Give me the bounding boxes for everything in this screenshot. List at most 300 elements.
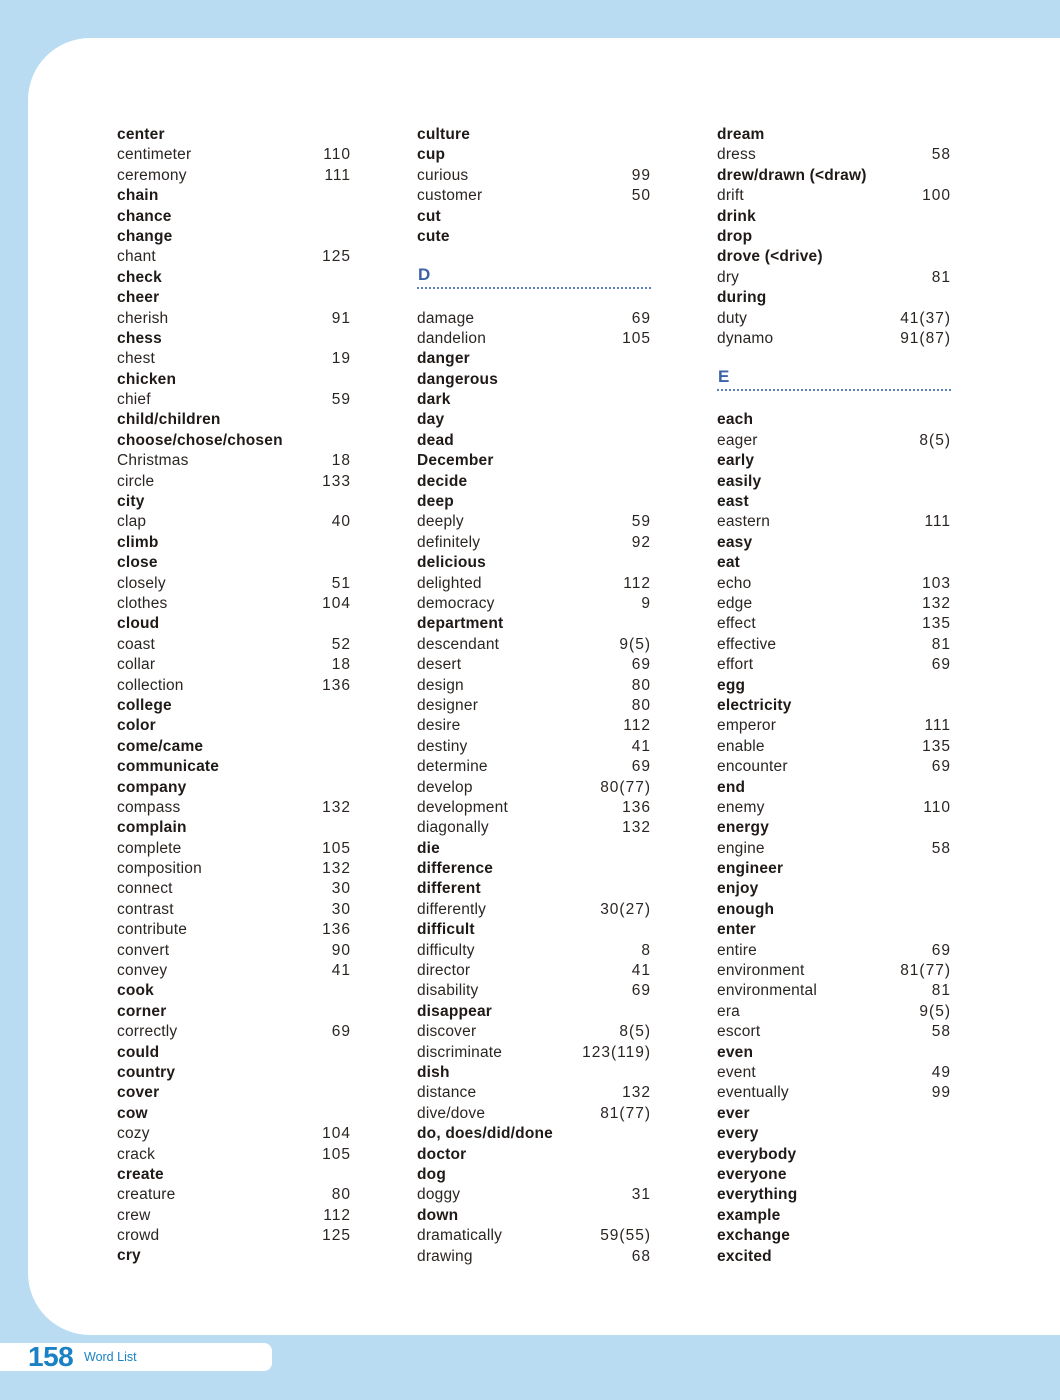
entry-word: center xyxy=(117,126,165,143)
entry-word: entire xyxy=(717,941,757,959)
entry-word: college xyxy=(117,696,172,714)
word-entry xyxy=(717,431,951,451)
entry-word: develop xyxy=(417,778,473,796)
section-letter: D xyxy=(418,265,431,285)
word-entry xyxy=(717,920,951,940)
word-entry xyxy=(417,1043,651,1063)
word-entry xyxy=(117,125,351,145)
entry-word: customer xyxy=(417,187,483,205)
word-entry xyxy=(717,737,951,757)
word-entry xyxy=(117,370,351,390)
entry-word: come/came xyxy=(117,737,204,755)
word-entry xyxy=(117,614,351,634)
entry-word: cheer xyxy=(117,289,160,307)
word-entry xyxy=(717,492,951,512)
word-entry xyxy=(417,594,651,614)
entry-word: doctor xyxy=(417,1145,467,1163)
entry-page-ref: 90 xyxy=(331,941,351,959)
entry-word: enter xyxy=(717,921,756,939)
word-entry xyxy=(417,614,651,634)
word-entry xyxy=(717,533,951,553)
word-entry xyxy=(417,186,651,206)
word-entry xyxy=(717,166,951,186)
word-entry xyxy=(117,676,351,696)
entry-page-ref: 112 xyxy=(623,717,651,735)
word-entry xyxy=(417,879,651,899)
word-entry xyxy=(417,166,651,186)
entry-word: early xyxy=(717,452,755,470)
entry-word: duty xyxy=(717,309,748,327)
entry-word: communicate xyxy=(117,758,220,776)
entry-page-ref: 105 xyxy=(622,329,651,347)
entry-word: closely xyxy=(117,574,166,592)
entry-page-ref: 112 xyxy=(323,1206,351,1224)
entry-word: drove (<drive) xyxy=(717,248,823,266)
entry-word: crack xyxy=(117,1145,156,1163)
word-entry xyxy=(417,1002,651,1022)
entry-word: end xyxy=(717,778,746,796)
entry-page-ref: 125 xyxy=(322,1227,351,1245)
entry-word: diagonally xyxy=(417,819,489,837)
entry-page-ref: 123(119) xyxy=(582,1043,651,1061)
entry-word: check xyxy=(117,268,162,286)
entry-word: crew xyxy=(117,1206,151,1224)
entry-page-ref: 68 xyxy=(631,1247,651,1265)
entry-word: difference xyxy=(417,860,494,878)
entry-word: cherish xyxy=(117,309,169,327)
entry-page-ref: 41 xyxy=(331,962,351,980)
word-entry xyxy=(417,533,651,553)
word-entry xyxy=(417,553,651,573)
word-entry xyxy=(417,309,651,329)
entry-word: culture xyxy=(417,126,471,143)
entry-word: clap xyxy=(117,513,147,531)
word-entry xyxy=(717,818,951,838)
entry-page-ref: 9 xyxy=(641,595,651,612)
entry-page-ref: 80(77) xyxy=(600,778,651,796)
entry-word: child/children xyxy=(117,411,221,429)
entry-word: eastern xyxy=(717,513,771,531)
word-entry xyxy=(117,879,351,899)
entry-word: drop xyxy=(717,227,753,245)
entry-word: each xyxy=(717,411,754,429)
entry-word: even xyxy=(717,1043,754,1061)
entry-page-ref: 91(87) xyxy=(900,329,951,347)
word-entry xyxy=(117,247,351,267)
entry-word: eager xyxy=(717,431,758,449)
word-list-column-1 xyxy=(117,125,351,1267)
word-entry xyxy=(417,696,651,716)
word-list-column-2 xyxy=(417,125,651,1267)
entry-word: chant xyxy=(117,248,156,266)
word-entry xyxy=(717,125,951,145)
word-entry xyxy=(117,574,351,594)
entry-page-ref: 81 xyxy=(931,268,951,286)
entry-page-ref: 125 xyxy=(322,248,351,266)
entry-page-ref: 111 xyxy=(324,166,351,184)
word-entry xyxy=(117,390,351,410)
entry-word: crowd xyxy=(117,1227,160,1245)
entry-page-ref: 8(5) xyxy=(619,1023,651,1041)
word-entry xyxy=(117,941,351,961)
word-entry xyxy=(417,635,651,655)
word-entry xyxy=(117,798,351,818)
word-entry xyxy=(417,207,651,227)
entry-word: cute xyxy=(417,227,450,245)
word-entry xyxy=(117,716,351,736)
entry-word: energy xyxy=(717,819,770,837)
word-entry xyxy=(717,1063,951,1083)
entry-word: delicious xyxy=(417,554,486,572)
entry-word: dream xyxy=(717,126,765,143)
word-entry xyxy=(117,553,351,573)
word-entry xyxy=(717,1165,951,1185)
entry-word: ever xyxy=(717,1104,750,1122)
entry-page-ref: 104 xyxy=(322,1125,351,1143)
entry-word: environment xyxy=(717,962,805,980)
entry-page-ref: 80 xyxy=(631,676,651,694)
entry-page-ref: 59 xyxy=(631,513,651,531)
entry-page-ref: 92 xyxy=(631,533,651,551)
word-entry xyxy=(417,1104,651,1124)
entry-page-ref: 81(77) xyxy=(600,1104,651,1122)
entry-page-ref: 69 xyxy=(331,1023,351,1041)
entry-page-ref: 132 xyxy=(622,1084,651,1102)
entry-word: doggy xyxy=(417,1186,461,1204)
entry-word: city xyxy=(117,493,145,511)
entry-word: deep xyxy=(417,493,454,511)
word-entry xyxy=(417,941,651,961)
footer-label: Word List xyxy=(84,1350,137,1364)
entry-word: close xyxy=(117,554,158,572)
word-entry xyxy=(717,839,951,859)
word-entry xyxy=(717,676,951,696)
entry-word: designer xyxy=(417,696,479,714)
entry-word: enemy xyxy=(717,798,765,816)
word-entry xyxy=(117,207,351,227)
entry-word: delighted xyxy=(417,574,482,592)
entry-page-ref: 91 xyxy=(331,309,351,327)
entry-word: chicken xyxy=(117,370,177,388)
entry-page-ref: 69 xyxy=(931,656,951,674)
entry-word: everybody xyxy=(717,1145,797,1163)
entry-word: danger xyxy=(417,350,470,368)
word-entry xyxy=(117,431,351,451)
section-header-d xyxy=(417,247,651,308)
entry-word: chief xyxy=(117,391,151,409)
entry-page-ref: 30 xyxy=(331,880,351,898)
word-entry xyxy=(117,451,351,471)
word-entry xyxy=(117,1002,351,1022)
entry-word: climb xyxy=(117,533,159,551)
entry-word: damage xyxy=(417,309,475,327)
word-entry xyxy=(417,716,651,736)
entry-word: choose/chose/chosen xyxy=(117,431,283,449)
entry-word: enjoy xyxy=(717,880,759,898)
word-entry xyxy=(117,309,351,329)
entry-word: determine xyxy=(417,758,488,776)
entry-word: create xyxy=(117,1165,164,1183)
entry-page-ref: 9(5) xyxy=(619,635,651,653)
entry-page-ref: 41 xyxy=(631,962,651,980)
entry-word: destiny xyxy=(417,737,468,755)
entry-word: collar xyxy=(117,656,156,674)
entry-word: cloud xyxy=(117,615,160,633)
word-entry xyxy=(117,288,351,308)
word-entry xyxy=(417,125,651,145)
word-entry xyxy=(717,696,951,716)
entry-page-ref: 30 xyxy=(331,900,351,918)
word-entry xyxy=(117,920,351,940)
word-entry xyxy=(117,778,351,798)
entry-word: cut xyxy=(417,207,441,225)
entry-word: Christmas xyxy=(117,452,189,470)
entry-word: environmental xyxy=(717,982,817,1000)
word-entry xyxy=(717,1124,951,1144)
word-entry xyxy=(117,472,351,492)
entry-word: drew/drawn (<draw) xyxy=(717,166,867,184)
entry-word: dive/dove xyxy=(417,1104,486,1122)
entry-word: escort xyxy=(717,1023,761,1041)
entry-word: during xyxy=(717,289,767,307)
entry-page-ref: 135 xyxy=(922,737,951,755)
word-entry xyxy=(117,635,351,655)
entry-word: eat xyxy=(717,554,741,572)
entry-page-ref: 103 xyxy=(922,574,951,592)
word-entry xyxy=(117,145,351,165)
word-entry xyxy=(417,574,651,594)
entry-word: development xyxy=(417,798,508,816)
entry-word: circle xyxy=(117,472,155,490)
entry-page-ref: 69 xyxy=(931,758,951,776)
entry-page-ref: 136 xyxy=(322,921,351,939)
entry-word: decide xyxy=(417,472,468,490)
entry-page-ref: 50 xyxy=(631,187,651,205)
entry-page-ref: 49 xyxy=(931,1063,951,1081)
entry-page-ref: 41(37) xyxy=(900,309,951,327)
entry-word: everything xyxy=(717,1186,798,1204)
word-entry xyxy=(717,655,951,675)
entry-word: different xyxy=(417,880,481,898)
word-entry xyxy=(717,635,951,655)
entry-word: color xyxy=(117,717,156,735)
word-entry xyxy=(417,798,651,818)
entry-page-ref: 18 xyxy=(331,452,351,470)
word-entry xyxy=(717,329,951,349)
entry-word: die xyxy=(417,839,440,857)
entry-page-ref: 132 xyxy=(622,819,651,837)
entry-page-ref: 135 xyxy=(922,615,951,633)
section-letter: E xyxy=(718,367,730,387)
entry-page-ref: 69 xyxy=(631,656,651,674)
entry-word: chain xyxy=(117,187,159,205)
entry-page-ref: 112 xyxy=(623,574,651,592)
word-entry xyxy=(117,227,351,247)
entry-page-ref: 105 xyxy=(322,839,351,857)
word-entry xyxy=(717,798,951,818)
entry-word: definitely xyxy=(417,533,481,551)
word-entry xyxy=(117,1206,351,1226)
entry-word: discover xyxy=(417,1023,477,1041)
entry-word: drawing xyxy=(417,1247,473,1265)
word-entry xyxy=(117,1124,351,1144)
word-entry xyxy=(417,1083,651,1103)
entry-page-ref: 81 xyxy=(931,982,951,1000)
word-entry xyxy=(117,1185,351,1205)
entry-page-ref: 99 xyxy=(631,166,651,184)
word-entry xyxy=(717,1145,951,1165)
entry-page-ref: 58 xyxy=(931,146,951,164)
word-entry xyxy=(717,961,951,981)
entry-word: correctly xyxy=(117,1023,178,1041)
word-entry xyxy=(717,941,951,961)
word-entry xyxy=(417,370,651,390)
word-entry xyxy=(717,1043,951,1063)
word-entry xyxy=(117,757,351,777)
entry-word: distance xyxy=(417,1084,477,1102)
entry-word: December xyxy=(417,452,494,470)
word-entry xyxy=(117,859,351,879)
entry-word: era xyxy=(717,1002,741,1020)
entry-word: electricity xyxy=(717,696,792,714)
word-entry xyxy=(717,186,951,206)
word-entry xyxy=(417,981,651,1001)
word-entry xyxy=(417,512,651,532)
entry-word: eventually xyxy=(717,1084,789,1102)
entry-page-ref: 69 xyxy=(931,941,951,959)
entry-word: dry xyxy=(717,268,740,286)
word-entry xyxy=(117,594,351,614)
word-entry xyxy=(117,1145,351,1165)
entry-page-ref: 132 xyxy=(922,595,951,612)
entry-word: east xyxy=(717,493,749,511)
entry-word: chess xyxy=(117,329,162,347)
entry-word: desert xyxy=(417,656,462,674)
word-entry xyxy=(417,818,651,838)
word-entry xyxy=(417,1022,651,1042)
word-entry xyxy=(717,1226,951,1246)
entry-word: could xyxy=(117,1043,160,1061)
entry-word: dog xyxy=(417,1165,447,1183)
entry-page-ref: 80 xyxy=(631,696,651,714)
word-entry xyxy=(417,1185,651,1205)
word-entry xyxy=(117,900,351,920)
word-entry xyxy=(117,268,351,288)
word-entry xyxy=(717,410,951,430)
word-entry xyxy=(417,859,651,879)
entry-word: exchange xyxy=(717,1227,791,1245)
entry-word: change xyxy=(117,227,173,245)
entry-page-ref: 59 xyxy=(331,391,351,409)
entry-word: complain xyxy=(117,819,187,837)
word-entry xyxy=(417,492,651,512)
entry-word: edge xyxy=(717,595,753,612)
word-entry xyxy=(417,1124,651,1144)
entry-word: dark xyxy=(417,391,451,409)
word-entry xyxy=(417,676,651,696)
entry-word: effort xyxy=(717,656,754,674)
entry-word: chance xyxy=(117,207,172,225)
entry-word: descendant xyxy=(417,635,500,653)
entry-word: dynamo xyxy=(717,329,774,347)
word-entry xyxy=(117,981,351,1001)
word-entry xyxy=(717,288,951,308)
word-entry xyxy=(717,512,951,532)
entry-word: dead xyxy=(417,431,454,449)
word-entry xyxy=(117,1226,351,1246)
word-entry xyxy=(417,451,651,471)
word-entry xyxy=(117,533,351,553)
entry-word: deeply xyxy=(417,513,464,531)
page-number: 158 xyxy=(28,1341,74,1372)
entry-word: egg xyxy=(717,676,746,694)
word-entry xyxy=(717,227,951,247)
word-entry xyxy=(417,1226,651,1246)
entry-word: everyone xyxy=(717,1165,787,1183)
entry-page-ref: 9(5) xyxy=(919,1002,951,1020)
word-entry xyxy=(417,410,651,430)
entry-page-ref: 111 xyxy=(924,717,951,735)
word-entry xyxy=(717,778,951,798)
word-entry xyxy=(417,1165,651,1185)
entry-page-ref: 69 xyxy=(631,982,651,1000)
entry-word: clothes xyxy=(117,594,168,612)
word-entry xyxy=(117,410,351,430)
word-entry xyxy=(717,309,951,329)
word-entry xyxy=(717,981,951,1001)
entry-word: day xyxy=(417,411,445,429)
word-entry xyxy=(417,757,651,777)
entry-word: curious xyxy=(417,166,469,184)
entry-word: creature xyxy=(117,1186,176,1204)
word-entry xyxy=(117,1063,351,1083)
entry-page-ref: 111 xyxy=(924,513,951,531)
word-entry xyxy=(117,839,351,859)
word-entry xyxy=(417,900,651,920)
word-entry xyxy=(117,492,351,512)
entry-page-ref: 8 xyxy=(641,941,651,959)
word-entry xyxy=(717,879,951,899)
entry-word: dangerous xyxy=(417,370,499,388)
entry-word: dish xyxy=(417,1063,450,1081)
section-header-e xyxy=(717,349,951,410)
word-entry xyxy=(417,655,651,675)
entry-word: coast xyxy=(117,635,156,653)
entry-page-ref: 81(77) xyxy=(900,962,951,980)
word-entry xyxy=(117,696,351,716)
entry-word: collection xyxy=(117,676,184,694)
entry-word: convey xyxy=(117,962,168,980)
word-entry xyxy=(117,1165,351,1185)
word-entry xyxy=(117,737,351,757)
entry-page-ref: 81 xyxy=(931,635,951,653)
entry-page-ref: 52 xyxy=(331,635,351,653)
entry-word: event xyxy=(717,1063,756,1081)
word-entry xyxy=(117,512,351,532)
entry-page-ref: 69 xyxy=(631,309,651,327)
entry-word: enable xyxy=(717,737,765,755)
word-entry xyxy=(717,1185,951,1205)
dotted-divider xyxy=(417,287,651,289)
entry-page-ref: 110 xyxy=(923,798,951,816)
word-entry xyxy=(717,451,951,471)
entry-word: difficult xyxy=(417,921,475,939)
entry-page-ref: 136 xyxy=(322,676,351,694)
word-entry xyxy=(117,1022,351,1042)
entry-word: corner xyxy=(117,1002,167,1020)
entry-word: cover xyxy=(117,1084,160,1102)
word-entry xyxy=(117,655,351,675)
